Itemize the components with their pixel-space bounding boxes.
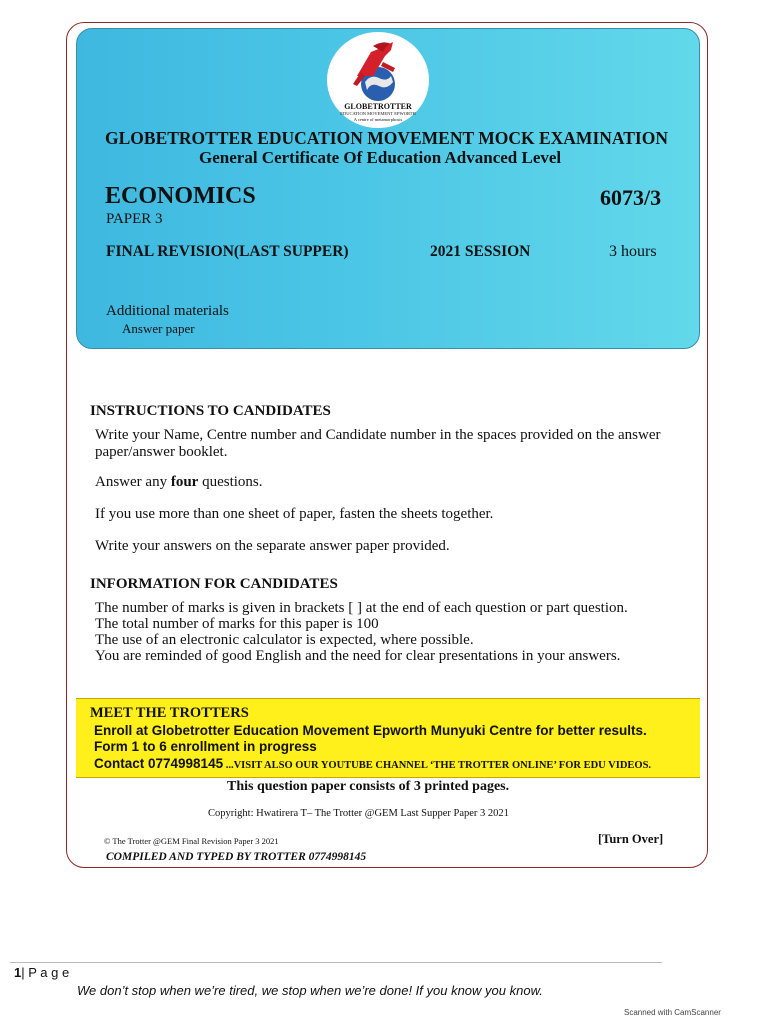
- information-line: The total number of marks for this paper is 100: [95, 616, 379, 632]
- compiled-by: COMPILED AND TYPED BY TROTTER 0774998145: [106, 851, 367, 863]
- page-number-line: [14, 965, 69, 980]
- instruction-text: questions.: [198, 474, 263, 490]
- exam-title: GLOBETROTTER EDUCATION MOVEMENT MOCK EXAMINATION: [105, 128, 668, 148]
- page-label: | P a g e: [21, 965, 70, 980]
- instruction-line: Write your answers on the separate answer paper provided.: [95, 538, 450, 554]
- scanner-watermark: Scanned with CamScanner: [624, 1008, 721, 1017]
- footer-divider: [10, 962, 662, 963]
- information-line: The number of marks is given in brackets [ ] at the end of each question or part question.: [95, 600, 628, 616]
- materials-item: Answer paper: [122, 321, 195, 336]
- instructions-heading: INSTRUCTIONS TO CANDIDATES: [90, 403, 331, 419]
- session-label: 2021 SESSION: [430, 243, 531, 260]
- subject-title: ECONOMICS: [105, 183, 256, 209]
- information-line: The use of an electronic calculator is expected, where possible.: [95, 632, 474, 648]
- promo-line: Form 1 to 6 enrollment in progress: [94, 739, 317, 754]
- instruction-line-four: [95, 474, 263, 491]
- globetrotter-logo: [327, 32, 429, 128]
- duration-label: 3 hours: [609, 243, 657, 260]
- instruction-line: If you use more than one sheet of paper, fasten the sheets together.: [95, 506, 494, 522]
- information-line: You are reminded of good English and the need for clear presentations in your answers.: [95, 648, 621, 664]
- footer-motto: We don’t stop when we’re tired, we stop when we’re done! If you know you know.: [77, 983, 543, 998]
- subject-code: 6073/3: [600, 185, 662, 210]
- logo-tagline: A centre of metamorphosis: [353, 117, 403, 122]
- promo-line: Enroll at Globetrotter Education Movement Epworth Munyuki Centre for better results.: [94, 723, 647, 738]
- logo-name: GLOBETROTTER: [344, 102, 412, 111]
- instruction-text: Answer any: [95, 474, 171, 490]
- logo-subline: EDUCATION MOVEMENT EPWORTH: [340, 111, 416, 116]
- information-heading: INFORMATION FOR CANDIDATES: [90, 576, 338, 592]
- small-copyright: © The Trotter @GEM Final Revision Paper 3 2021: [104, 836, 279, 846]
- promo-heading: MEET THE TROTTERS: [90, 705, 249, 721]
- promo-visit: ...VISIT ALSO OUR YOUTUBE CHANNEL ‘THE TROTTER ONLINE’ FOR EDU VIDEOS.: [223, 760, 652, 771]
- instruction-emphasis: four: [170, 474, 199, 490]
- exam-level: General Certificate Of Education Advanced Level: [199, 148, 562, 167]
- revision-label: FINAL REVISION(LAST SUPPER): [106, 243, 349, 260]
- copyright-note: Copyright: Hwatirera T– The Trotter @GEM Last Supper Paper 3 2021: [208, 808, 509, 819]
- promo-contact-line: [94, 755, 651, 773]
- page-number: 1: [14, 965, 22, 980]
- paper-number: PAPER 3: [106, 211, 163, 227]
- page-count-note: This question paper consists of 3 printed pages.: [227, 779, 510, 794]
- promo-contact: Contact 0774998145: [94, 756, 224, 771]
- turn-over-note: [Turn Over]: [598, 832, 664, 846]
- instruction-line: paper/answer booklet.: [95, 444, 228, 460]
- instruction-line: Write your Name, Centre number and Candidate number in the spaces provided on the answer: [95, 427, 661, 443]
- materials-label: Additional materials: [106, 303, 229, 319]
